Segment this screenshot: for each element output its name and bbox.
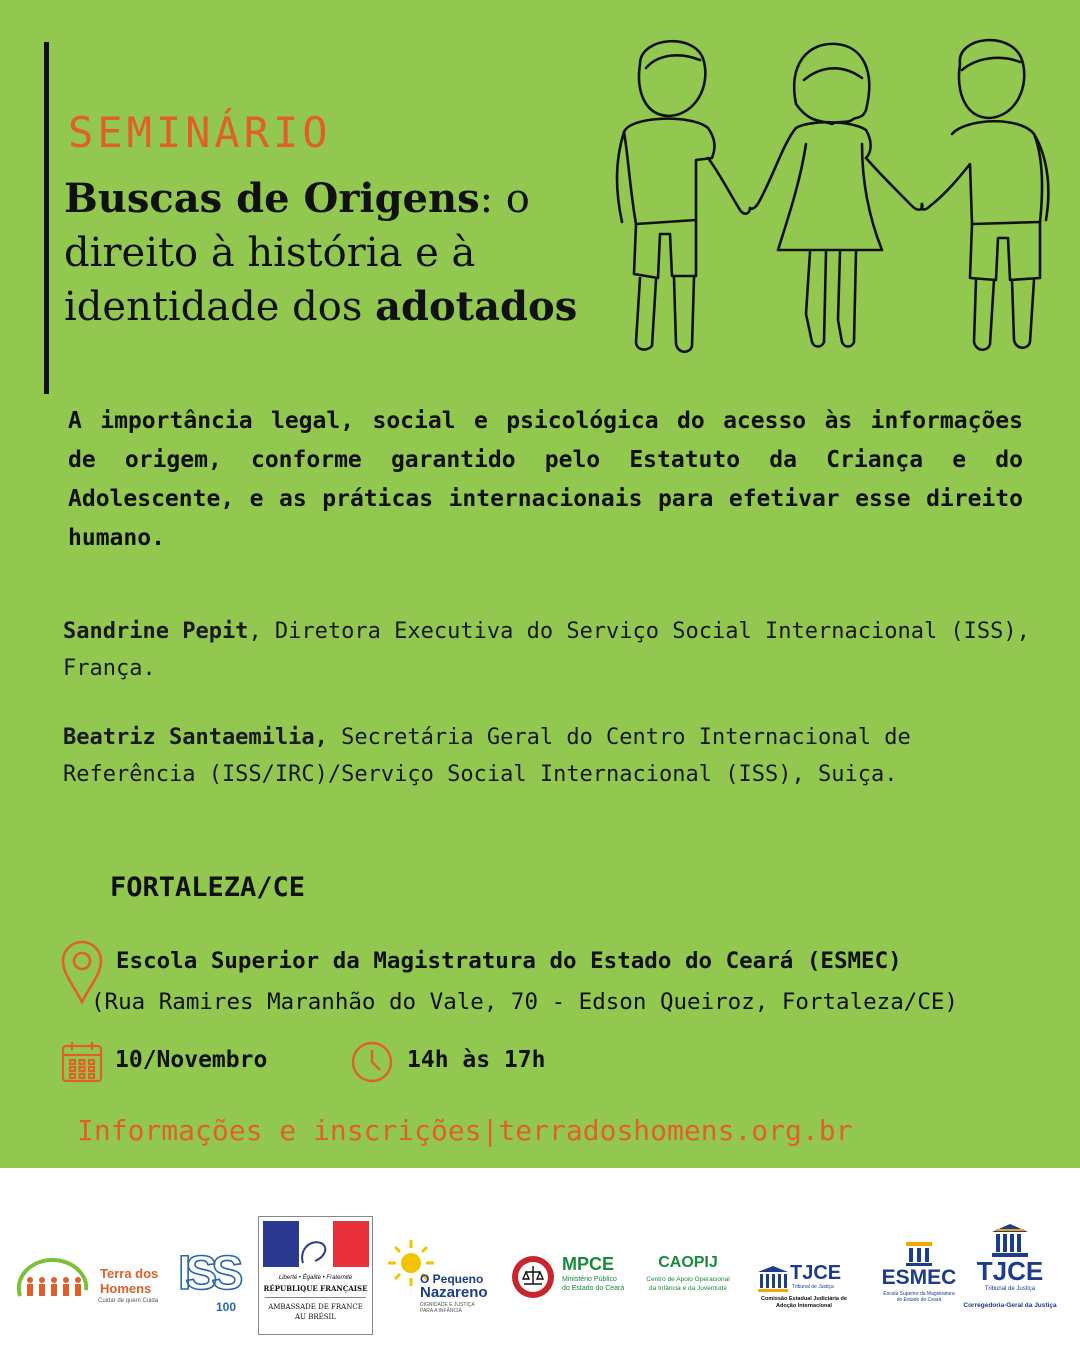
nazareno-tagline-2: PARA A INFÂNCIA — [420, 1308, 462, 1314]
tjce-cgj-caption: Corregedoria-Geral da Justiça — [963, 1302, 1057, 1309]
caopij-sub-2: da Infância e da Juventude — [648, 1285, 728, 1292]
tjce-corregedoria-logo — [960, 1222, 1060, 1314]
o-pequeno-nazareno-logo — [386, 1238, 504, 1314]
event-type: SEMINÁRIO — [68, 108, 332, 157]
title-bold-part: Buscas de Origens — [64, 175, 480, 222]
iss-100-logo — [176, 1246, 246, 1318]
tjce-ceja-logo — [752, 1262, 856, 1312]
france-republic: RÉPUBLIQUE FRANÇAISE — [263, 1284, 368, 1293]
speaker-1-role: , Diretora Executiva do Serviço Social Internacional (ISS), França. — [63, 619, 1030, 681]
tjce-ceja-caption-2: Adoção Internacional — [776, 1303, 832, 1309]
terra-figures-icon — [12, 1256, 92, 1312]
registration-link[interactable]: Informações e inscrições|terradoshomens.org.br — [77, 1114, 853, 1147]
esmec-name: ESMEC — [881, 1266, 957, 1289]
children-holding-hands-illustration — [600, 24, 1070, 364]
iss-number: 100 — [216, 1300, 237, 1314]
partners-footer — [0, 1168, 1080, 1350]
nazareno-line2: Nazareno — [420, 1284, 488, 1301]
mpce-sub-1: Ministério Público — [562, 1276, 617, 1283]
title-normal-part: : o direito à história e à identidade dos — [64, 176, 530, 330]
terra-dos-homens-logo — [12, 1256, 172, 1312]
esmec-columns-icon — [904, 1240, 934, 1266]
event-time: 14h às 17h — [407, 1047, 546, 1073]
clock-icon — [350, 1040, 394, 1084]
tjce-ceja-caption-1: Comissão Estadual Judiciária de — [761, 1296, 847, 1302]
speaker-1-name: Sandrine Pepit — [63, 619, 249, 644]
accent-bar — [44, 42, 49, 394]
mpce-seal-icon — [510, 1254, 556, 1300]
speaker-2-role: Secretária Geral do Centro Internacional de Referência (ISS/IRC)/Serviço Social Internacional (ISS), Suiça. — [63, 725, 911, 787]
tjce-columns-icon — [756, 1264, 790, 1292]
esmec-logo — [874, 1240, 964, 1306]
france-divider — [265, 1297, 366, 1298]
terra-line2: Homens — [100, 1281, 152, 1296]
caopij-name: CAOPIJ — [658, 1254, 718, 1271]
france-embassy-1: AMBASSADE DE FRANCE — [268, 1303, 363, 1311]
calendar-icon — [60, 1040, 104, 1084]
tjce-ceja-sub: Tribunal de Justiça — [792, 1284, 834, 1290]
speaker-2-name: Beatriz Santaemilia, — [63, 725, 328, 750]
tjce-cgj-sub: Tribunal de Justiça — [984, 1286, 1036, 1292]
event-description: A importância legal, social e psicológica do acesso às informações de origem, conforme garantido pelo Estatuto da Criança e do Adolescente, e as práticas internacionais para efetivar esse direito humano. — [68, 408, 1023, 551]
france-motto: Liberté • Égalité • Fraternité — [278, 1275, 353, 1281]
speaker-1 — [63, 613, 1043, 687]
terra-tagline: Cuidar de quem Cuida — [98, 1298, 159, 1304]
tjce-cgj-name: TJCE — [976, 1256, 1044, 1286]
title-bold-end: adotados — [375, 283, 578, 330]
nazareno-tagline-1: DIGNIDADE E JUSTIÇA — [420, 1302, 475, 1308]
venue-name: Escola Superior da Magistratura do Estado do Ceará (ESMEC) — [116, 948, 902, 974]
venue-address: (Rua Ramires Maranhão do Vale, 70 - Edson Queiroz, Fortaleza/CE) — [91, 989, 958, 1015]
french-embassy-logo — [258, 1216, 373, 1335]
iss-mark: ISS — [178, 1247, 238, 1300]
mpce-logo — [510, 1252, 628, 1302]
esmec-sub-2: do Estado do Ceará — [896, 1297, 942, 1303]
tjce-building-icon — [990, 1222, 1030, 1258]
esmec-sub-1: Escola Superior da Magistratura — [883, 1291, 955, 1297]
caopij-sub-1: Centro de Apoio Operacional — [646, 1276, 730, 1283]
mpce-name: MPCE — [562, 1254, 615, 1274]
event-city: FORTALEZA/CE — [110, 872, 306, 903]
nazareno-line1: O Pequeno — [420, 1272, 484, 1286]
event-date: 10/Novembro — [115, 1047, 268, 1073]
event-title — [64, 172, 624, 334]
terra-line1: Terra dos — [100, 1266, 159, 1281]
france-embassy-2: AU BRÉSIL — [295, 1313, 336, 1321]
mpce-sub-2: do Estado do Ceará — [562, 1285, 625, 1292]
speaker-2 — [63, 719, 1043, 793]
tjce-ceja-name: TJCE — [790, 1262, 842, 1284]
marianne-flag-icon — [259, 1217, 372, 1273]
caopij-logo — [636, 1254, 740, 1298]
